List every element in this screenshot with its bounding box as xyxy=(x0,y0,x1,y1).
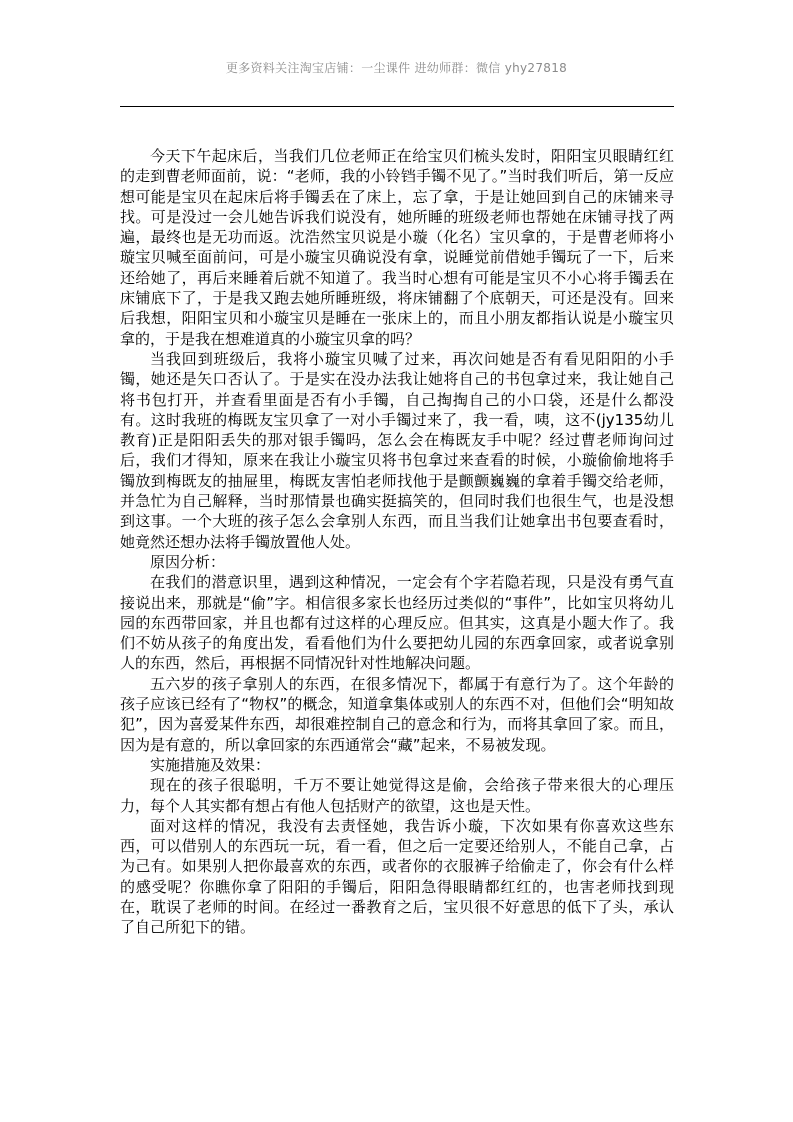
document-body xyxy=(120,146,674,938)
header-divider xyxy=(120,106,674,107)
paragraph-education: 面对这样的情况，我没有去责怪她，我告诉小璇，下次如果有你喜欢这些东西，可以借别人的东西玩一玩，看一看，但之后一定要还给别人，不能自己拿，占为己有。如果别人把你最喜欢的东西，或者你的衣服裤子给偷走了，你会有什么样的感受呢？你瞧你拿了阳阳的手镯后，阳阳急得眼睛都红红的，也害老师找到现在，耽误了老师的时间。在经过一番教育之后，宝贝很不好意思的低下了头，承认了自己所犯下的错。 xyxy=(120,816,674,937)
heading-measures: 实施措施及效果： xyxy=(150,755,271,774)
paragraph-subconscious: 在我们的潜意识里，遇到这种情况，一定会有个字若隐若现，只是没有勇气直接说出来，那就是“偷”字。相信很多家长也经历过类似的“事件”，比如宝贝将幼儿园的东西带回家，并且也都有过这样的心理反应。但其实，这真是小题大作了。我们不妨从孩子的角度出发，看看他们为什么要把幼儿园的东西拿回家，或者说拿别人的东西，然后，再根据不同情况针对性地解决问题。 xyxy=(120,573,674,673)
heading-cause-analysis: 原因分析： xyxy=(150,552,226,571)
paragraph-investigation: 当我回到班级后，我将小璇宝贝喊了过来，再次问她是否有看见阳阳的小手镯，她还是矢口否认了。于是实在没办法我让她将自己的书包拿过来，我让她自己将书包打开，并查看里面是否有小手镯，自己掏掏自己的小口袋，还是什么都没有。这时我班的梅既友宝贝拿了一对小手镯过来了，我一看，咦，这不(jy135幼儿教育)正是阳阳丢失的那对银手镯吗，怎么会在梅既友手中呢？经过曹老师询问过后，我们才得知，原来在我让小璇宝贝将书包拿过来查看的时候，小璇偷偷地将手镯放到梅既友的抽屉里，梅既友害怕老师找他于是颤颤巍巍的拿着手镯交给老师，并急忙为自己解释，当时那情景也确实挺搞笑的，但同时我们也很生气，也是没想到这事。一个大班的孩子怎么会拿别人东西，而且当我们让她拿出书包要查看时，她竟然还想办法将手镯放置他人处。 xyxy=(120,349,674,551)
page-header: 更多资料关注淘宝店铺：一尘课件 进幼师群：微信 yhy27818 xyxy=(225,61,568,75)
paragraph-incident: 今天下午起床后，当我们几位老师正在给宝贝们梳头发时，阳阳宝贝眼睛红红的走到曹老师面前，说：“老师，我的小铃铛手镯不见了。”当时我们听后，第一反应想可能是宝贝在起床后将手镯丢在了床上，忘了拿，于是让她回到自己的床铺来寻找。可是没过一会儿她告诉我们说没有，她所睡的班级老师也帮她在床铺寻找了两遍，最终也是无功而返。沈浩然宝贝说是小璇（化名）宝贝拿的，于是曹老师将小璇宝贝喊至面前问，可是小璇宝贝确说没有拿，说睡觉前借她手镯玩了一下，后来还给她了，再后来睡着后就不知道了。我当时心想有可能是宝贝不小心将手镯丢在床铺底下了，于是我又跑去她所睡班级，将床铺翻了个底朝天，可还是没有。回来后我想，阳阳宝贝和小璇宝贝是睡在一张床上的，而且小朋友都指认说是小璇宝贝拿的，于是我在想难道真的小璇宝贝拿的吗？ xyxy=(120,147,674,348)
paragraph-age-behavior: 五六岁的孩子拿别人的东西，在很多情况下，都属于有意行为了。这个年龄的孩子应该已经有了“物权”的概念，知道拿集体或别人的东西不对，但他们会“明知故犯”，因为喜爱某件东西，却很难控制自己的意念和行为，而将其拿回了家。而且，因为是有意的，所以拿回家的东西通常会“藏”起来，不易被发现。 xyxy=(120,674,674,754)
paragraph-pressure: 现在的孩子很聪明，千万不要让她觉得这是偷，会给孩子带来很大的心理压力，每个人其实都有想占有他人包括财产的欲望，这也是天性。 xyxy=(120,776,674,815)
